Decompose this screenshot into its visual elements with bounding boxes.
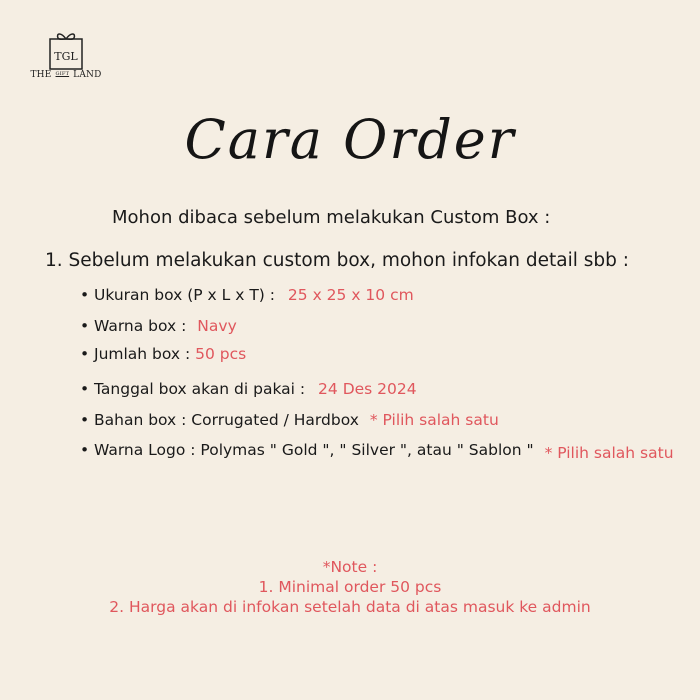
list-item-color	[80, 317, 237, 335]
svg-text:TGL: TGL	[54, 50, 78, 63]
note-line-1: 1. Minimal order 50 pcs	[258, 578, 442, 596]
item-label: Jumlah box :	[94, 345, 191, 363]
item-value: * Pilih salah satu	[369, 411, 499, 429]
brand-logo	[24, 30, 108, 80]
item-value: 50 pcs	[195, 345, 247, 363]
intro-text: Mohon dibaca sebelum melakukan Custom Box :	[112, 207, 551, 228]
item-label: Warna box :	[94, 317, 187, 335]
list-item-logo-color	[80, 441, 674, 462]
list-item-material	[80, 411, 499, 429]
list-item-quantity	[80, 345, 246, 363]
item-value: 24 Des 2024	[318, 380, 417, 398]
item-label: Tanggal box akan di pakai :	[94, 380, 306, 398]
item-label: Ukuran box (P x L x T) :	[94, 286, 275, 304]
bullet: •	[80, 441, 90, 459]
bullet: •	[80, 317, 90, 335]
gift-box-icon	[48, 30, 84, 68]
item-label: Warna Logo : Polymas " Gold ", " Silver ", atau " Sablon "	[94, 441, 534, 459]
brand-name	[24, 70, 108, 80]
item-value: * Pilih salah satu	[544, 444, 674, 462]
brand-name-left: THE	[30, 70, 52, 80]
brand-name-small: GIFT	[55, 71, 70, 77]
note-section	[0, 557, 700, 617]
list-item-size	[80, 286, 414, 304]
note-heading: *Note :	[322, 558, 378, 576]
item-label: Bahan box : Corrugated / Hardbox	[94, 411, 359, 429]
brand-name-right: LAND	[73, 70, 102, 80]
page-title: Cara Order	[184, 108, 516, 171]
note-line-2: 2. Harga akan di infokan setelah data di atas masuk ke admin	[109, 598, 591, 616]
bullet: •	[80, 345, 90, 363]
bullet: •	[80, 286, 90, 304]
bullet: •	[80, 411, 90, 429]
item-value: Navy	[197, 317, 237, 335]
bullet: •	[80, 380, 90, 398]
list-item-date	[80, 380, 417, 398]
step-1-heading: 1. Sebelum melakukan custom box, mohon infokan detail sbb :	[45, 250, 629, 271]
item-value: 25 x 25 x 10 cm	[287, 286, 414, 304]
